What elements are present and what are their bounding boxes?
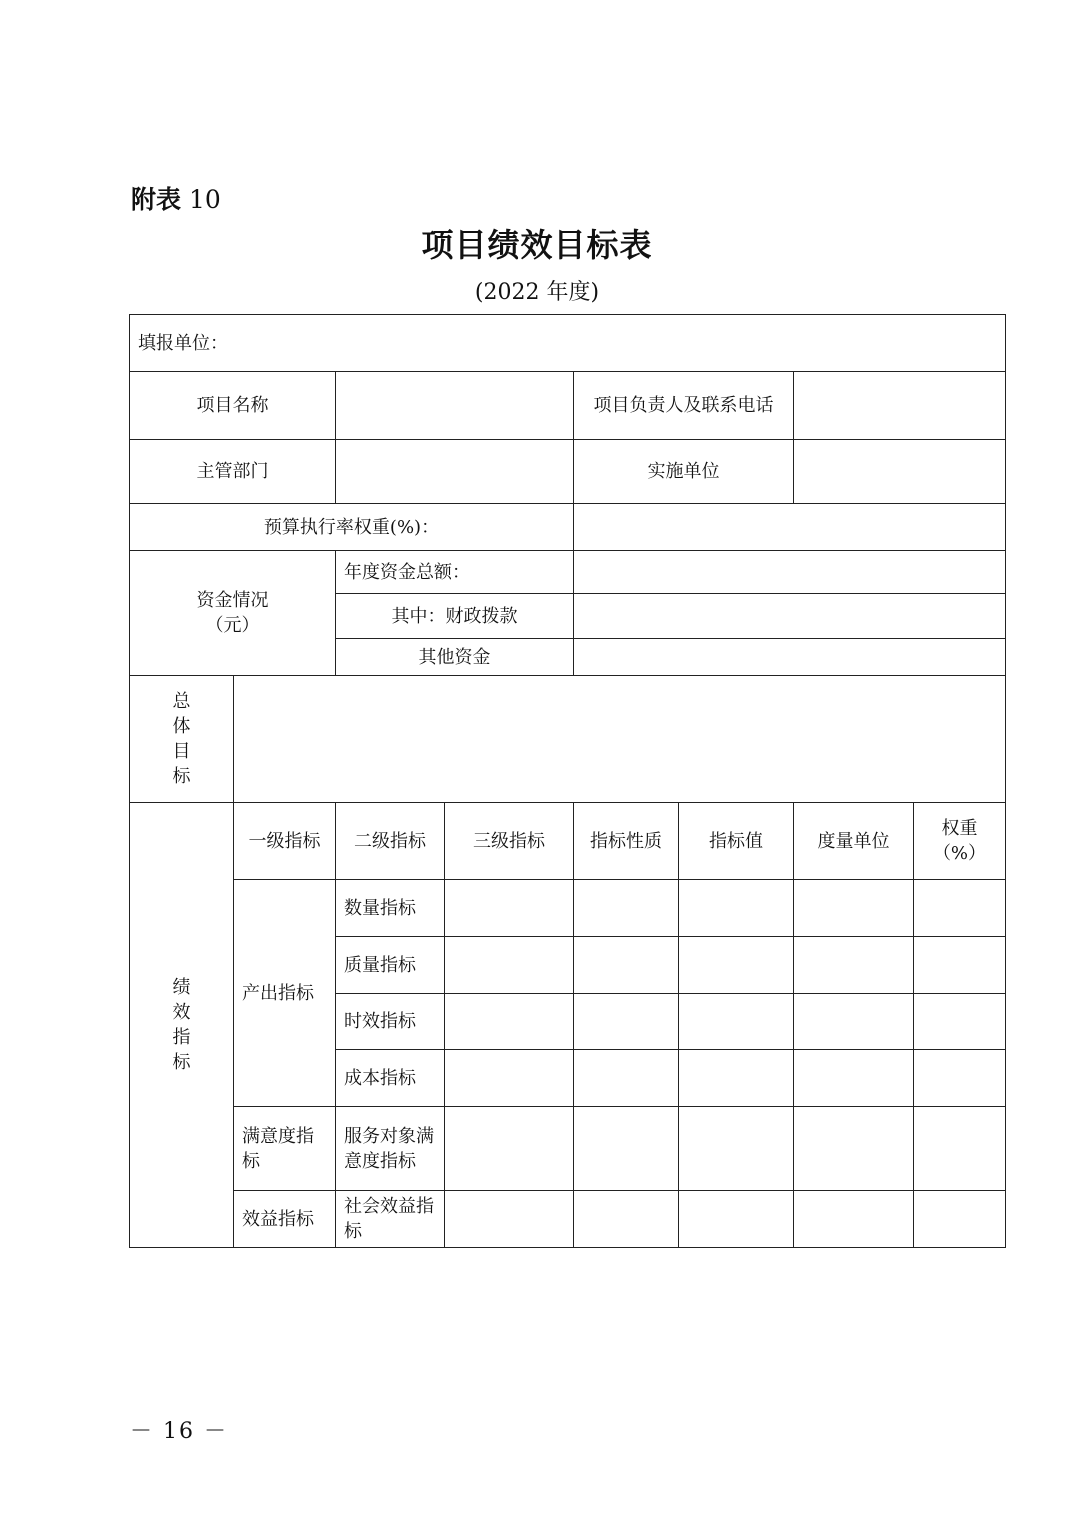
indicator-row-satisfaction — [130, 1107, 1006, 1191]
impl-unit-label: 实施单位 — [574, 440, 794, 504]
cell-level3[interactable] — [445, 1191, 574, 1248]
overall-goal-char: 目 — [172, 741, 191, 762]
header-weight-line1: 权重 — [941, 818, 978, 839]
header-level1: 一级指标 — [234, 803, 336, 880]
header-unit: 度量单位 — [794, 803, 914, 880]
budget-rate-value[interactable] — [574, 504, 1006, 551]
cell-value[interactable] — [679, 1191, 794, 1248]
cell-nature[interactable] — [574, 937, 679, 994]
funds-unit: （元） — [205, 615, 260, 636]
header-weight-line2: （%） — [932, 843, 987, 864]
annex-number: 10 — [188, 185, 221, 214]
perf-char: 指 — [172, 1027, 191, 1048]
reporting-unit-label: 填报单位： — [130, 315, 1006, 372]
perf-char: 标 — [172, 1052, 191, 1073]
budget-rate-row — [130, 504, 1006, 551]
page-number: － 16 － — [130, 1419, 228, 1444]
project-name-row — [130, 372, 1006, 440]
cell-weight[interactable] — [914, 1107, 1006, 1191]
cell-level3[interactable] — [445, 994, 574, 1050]
cell-level3[interactable] — [445, 1050, 574, 1107]
cell-nature[interactable] — [574, 1050, 679, 1107]
header-weight — [914, 803, 1006, 880]
level2-satisfaction: 服务对象满意度指标 — [336, 1107, 445, 1191]
header-value: 指标值 — [679, 803, 794, 880]
cell-weight[interactable] — [914, 937, 1006, 994]
annual-total-row — [130, 551, 1006, 594]
year-subtitle: (2022 年度) — [474, 280, 600, 305]
project-lead-label: 项目负责人及联系电话 — [574, 372, 794, 440]
overall-goal-value[interactable] — [234, 676, 1006, 803]
other-funds-label: 其他资金 — [336, 639, 574, 676]
cell-unit[interactable] — [794, 994, 914, 1050]
cell-unit[interactable] — [794, 880, 914, 937]
cell-value[interactable] — [679, 1050, 794, 1107]
cell-unit[interactable] — [794, 937, 914, 994]
page-title: 项目绩效目标表 — [421, 226, 653, 264]
overall-goal-char: 体 — [172, 716, 191, 737]
performance-form-table — [129, 314, 1006, 1248]
cell-value[interactable] — [679, 994, 794, 1050]
perf-char: 效 — [172, 1002, 191, 1023]
performance-indicator-label — [130, 803, 234, 1248]
cell-nature[interactable] — [574, 1107, 679, 1191]
satisfaction-indicator-label: 满意度指标 — [234, 1107, 336, 1191]
cell-value[interactable] — [679, 880, 794, 937]
fiscal-label: 其中：财政拨款 — [336, 594, 574, 639]
cell-nature[interactable] — [574, 1191, 679, 1248]
level2-benefit: 社会效益指标 — [336, 1191, 445, 1248]
project-name-value[interactable] — [336, 372, 574, 440]
cell-nature[interactable] — [574, 994, 679, 1050]
dept-label: 主管部门 — [130, 440, 336, 504]
benefit-indicator-label: 效益指标 — [234, 1191, 336, 1248]
overall-goal-char: 标 — [172, 766, 191, 787]
cell-unit[interactable] — [794, 1191, 914, 1248]
header-nature: 指标性质 — [574, 803, 679, 880]
cell-value[interactable] — [679, 1107, 794, 1191]
overall-goal-char: 总 — [172, 691, 191, 712]
funds-label: 资金情况 — [196, 590, 269, 611]
cell-weight[interactable] — [914, 880, 1006, 937]
impl-unit-value[interactable] — [794, 440, 1006, 504]
cell-unit[interactable] — [794, 1050, 914, 1107]
cell-weight[interactable] — [914, 1191, 1006, 1248]
level2-timeliness: 时效指标 — [336, 994, 445, 1050]
cell-level3[interactable] — [445, 937, 574, 994]
annual-total-label: 年度资金总额： — [336, 551, 574, 594]
budget-rate-label: 预算执行率权重(%)： — [130, 504, 574, 551]
fiscal-value[interactable] — [574, 594, 1006, 639]
overall-goal-row — [130, 676, 1006, 803]
dept-value[interactable] — [336, 440, 574, 504]
annex-label — [131, 180, 221, 216]
header-level2: 二级指标 — [336, 803, 445, 880]
indicator-row-benefit — [130, 1191, 1006, 1248]
level2-quality: 质量指标 — [336, 937, 445, 994]
overall-goal-label — [130, 676, 234, 803]
reporting-unit-row — [130, 315, 1006, 372]
cell-weight[interactable] — [914, 994, 1006, 1050]
level2-quantity: 数量指标 — [336, 880, 445, 937]
cell-level3[interactable] — [445, 880, 574, 937]
funds-label-cell — [130, 551, 336, 676]
header-level3: 三级指标 — [445, 803, 574, 880]
cell-value[interactable] — [679, 937, 794, 994]
annex-label-text: 附表 — [131, 185, 182, 214]
indicator-row-quantity — [130, 880, 1006, 937]
cell-nature[interactable] — [574, 880, 679, 937]
cell-unit[interactable] — [794, 1107, 914, 1191]
cell-weight[interactable] — [914, 1050, 1006, 1107]
indicator-header-row — [130, 803, 1006, 880]
perf-char: 绩 — [172, 977, 191, 998]
output-indicator-label: 产出指标 — [234, 880, 336, 1107]
cell-level3[interactable] — [445, 1107, 574, 1191]
annual-total-value[interactable] — [574, 551, 1006, 594]
project-lead-value[interactable] — [794, 372, 1006, 440]
project-name-label: 项目名称 — [130, 372, 336, 440]
department-row — [130, 440, 1006, 504]
level2-cost: 成本指标 — [336, 1050, 445, 1107]
other-funds-value[interactable] — [574, 639, 1006, 676]
